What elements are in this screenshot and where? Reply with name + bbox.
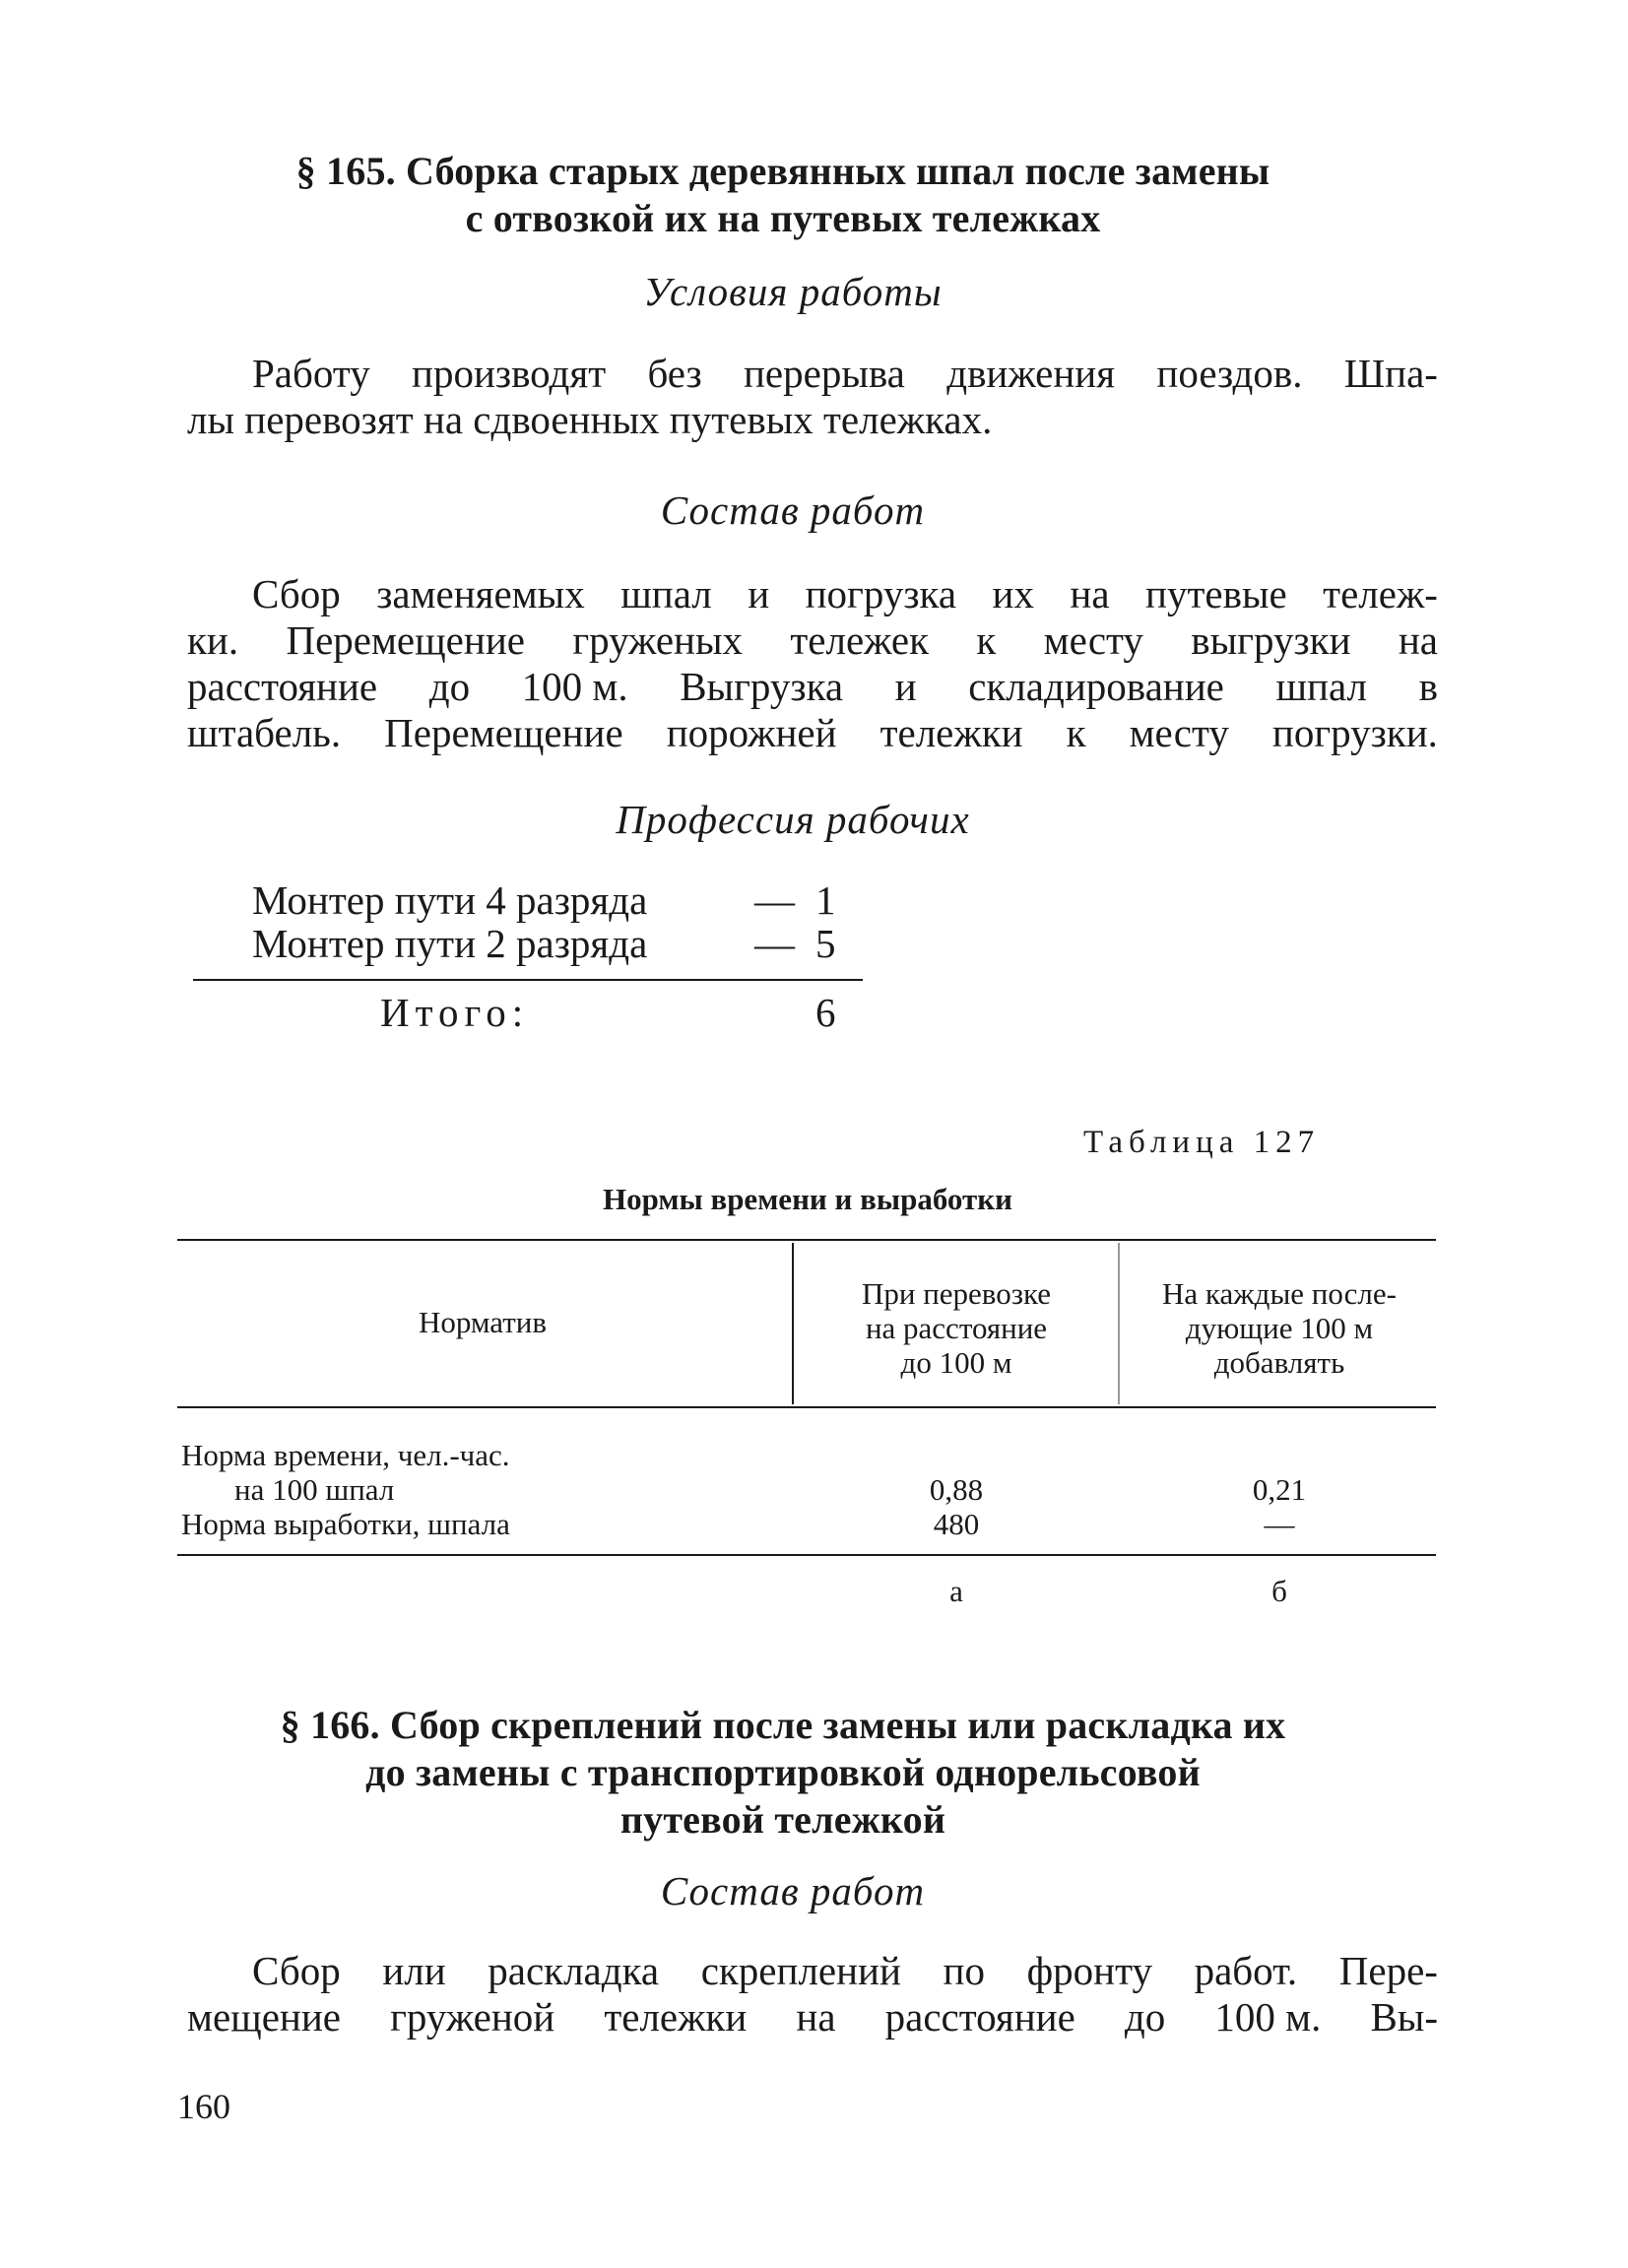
word: поездов. [1156,351,1303,396]
table-caption: Нормы времени и выработки [603,1182,1012,1216]
word: погрузки. [1271,710,1438,755]
conditions-line1 [187,351,1438,397]
section-165-title [167,148,1399,242]
word: на [796,1994,836,2040]
staff-label: Монтер пути 4 разряда [252,877,648,923]
word: мещение [187,1994,341,2040]
section-166-title-line3: путевой тележкой [619,1797,946,1842]
word: на [1070,571,1110,616]
word: перерыва [743,351,905,396]
word: тележек [790,617,930,663]
total-value: 6 [815,990,836,1035]
section-166-line1 [187,1948,1438,1994]
word: их [992,571,1034,616]
staff-row-2 [252,922,843,965]
composition-paragraph-165 [187,571,1438,756]
word: по [943,1948,985,1993]
word: расстояние [187,664,378,709]
word: Выгрузка [680,664,844,709]
table-footer-b: б [1271,1574,1287,1608]
staff-total-row [380,991,843,1034]
word: до [1124,1994,1166,2040]
composition-line2 [187,617,1438,664]
row-1-label-line1: Норма времени, чел.-час. [181,1438,510,1472]
word: производят [412,351,607,396]
staff-total-rule [193,979,863,981]
word: Пере- [1338,1948,1438,1993]
word: месту [1043,617,1143,663]
word: месту [1129,710,1229,755]
word: раскладка [488,1948,660,1993]
word: груженой [390,1994,555,2040]
total-label: Итого: [380,990,530,1035]
section-166-title-line2: до замены с транспортировкой однорельсовой [365,1750,1201,1794]
word: тележки [604,1994,748,2040]
section-166-line2 [187,1994,1438,2041]
header-col-b-line1: На каждые после- [1162,1276,1397,1311]
table-row-2-b: — [1264,1507,1295,1541]
table-row-2-a: 480 [933,1507,980,1541]
header-normative: Норматив [418,1305,548,1339]
conditions-heading: Условия работы [643,269,943,314]
composition-heading-165: Состав работ [660,487,926,533]
word: шпал [1275,664,1367,709]
table-row-1-b: 0,21 [1252,1472,1307,1507]
header-col-a-line2: на расстояние [865,1311,1048,1345]
table-header-rule [177,1406,1436,1408]
composition-line1 [187,571,1438,617]
word: путевые [1145,571,1287,616]
staff-label: Монтер пути 2 разряда [252,921,648,966]
staff-count: 1 [815,877,836,923]
table-row-2-label: Норма выработки, шпала [181,1507,510,1541]
section-165-title-line1: § 165. Сборка старых деревянных шпал после замены [295,149,1270,193]
word: скреплений [700,1948,901,1993]
staff-row-1 [252,878,843,922]
header-col-b-line3: добавлять [1213,1345,1345,1380]
word: складирование [968,664,1224,709]
section-166-title [167,1702,1399,1844]
section-166-title-line1: § 166. Сбор скреплений после замены или раскладка их [280,1703,1286,1747]
table-number: Таблица 127 [1083,1125,1321,1160]
composition-paragraph-166 [187,1948,1438,2041]
table-bottom-rule [177,1554,1436,1556]
staff-dash: — [754,877,795,923]
table-row-1-a: 0,88 [929,1472,984,1507]
word: Сбор [252,1948,341,1993]
word: тележ- [1323,571,1438,616]
word: и [748,571,770,616]
header-col-a-line1: При перевозке [861,1276,1052,1311]
word: и [894,664,917,709]
word: движения [946,351,1116,396]
word: погрузка [805,571,957,616]
word: фронту [1026,1948,1152,1993]
word: расстояние [884,1994,1075,2040]
word: порожней [666,710,837,755]
word: работ. [1194,1948,1298,1993]
header-col-b [1123,1276,1436,1380]
word: груженых [572,617,744,663]
word: штабель. [187,710,342,755]
word: заменяемых [376,571,585,616]
word: до [428,664,471,709]
word: Перемещение [286,617,525,663]
profession-heading: Профессия рабочих [616,797,970,842]
word: 100 м. [521,664,628,709]
word: к [1066,710,1086,755]
page-number: 160 [177,2087,230,2126]
composition-line4 [187,710,1438,756]
word: к [976,617,997,663]
conditions-paragraph [187,351,1438,443]
row-1-label-line2: на 100 шпал [234,1472,395,1507]
section-165-title-line2: с отвозкой их на путевых тележках [465,196,1101,240]
composition-heading-166: Состав работ [660,1868,926,1913]
table-footer-a: а [949,1574,963,1608]
word: или [382,1948,446,1993]
table-col-divider-1 [792,1243,794,1404]
conditions-line2: лы перевозят на сдвоенных путевых тележках. [187,397,993,442]
header-col-a [798,1276,1115,1380]
staff-dash: — [754,921,795,966]
word: Сбор [252,571,341,616]
word: Вы- [1370,1994,1438,2040]
word: Шпа- [1343,351,1438,396]
word: тележки [879,710,1023,755]
word: шпал [620,571,712,616]
header-col-b-line2: дующие 100 м [1185,1311,1374,1345]
word: выгрузки [1191,617,1351,663]
word: на [1398,617,1438,663]
table-col-divider-2 [1118,1243,1120,1404]
word: в [1418,664,1438,709]
header-col-a-line3: до 100 м [900,1345,1012,1380]
staff-count: 5 [815,921,836,966]
word: без [647,351,702,396]
word: Перемещение [384,710,623,755]
word: ки. [187,617,239,663]
table-top-rule [177,1239,1436,1241]
word: Работу [252,351,370,396]
table-row-1-label [181,1438,792,1507]
word: 100 м. [1214,1994,1322,2040]
composition-line3 [187,664,1438,710]
